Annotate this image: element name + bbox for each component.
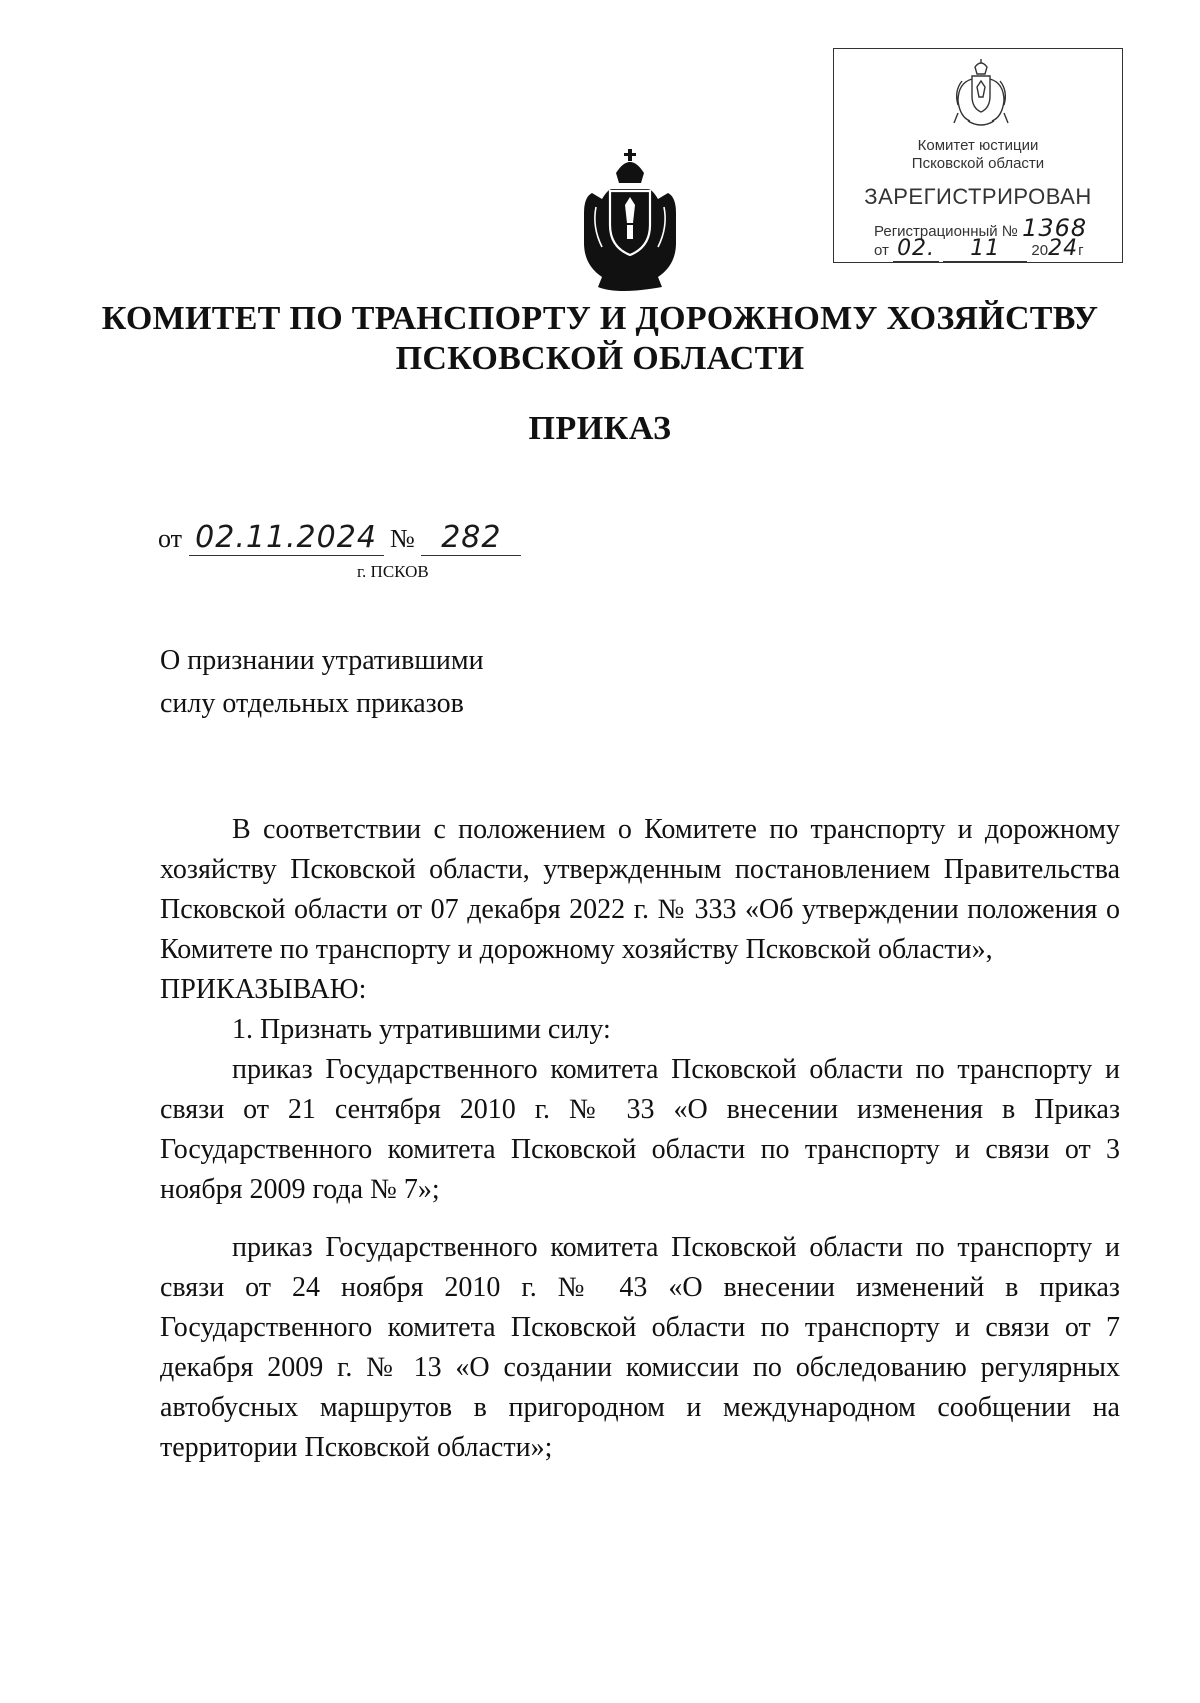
stamp-org-line1: Комитет юстиции: [917, 137, 1039, 154]
item1-order-a: приказ Государственного комитета Псковской области по транспорту и связи от 21 сентября 2010 г. № 33 «О внесении изменения в Приказ Государственного комитета Псковской области по транспорту и связи от 3 ноября 2009 года № 7»;: [160, 1054, 1120, 1205]
order-word: ПРИКАЗЫВАЮ:: [160, 974, 367, 1005]
order-date-prefix: от: [158, 524, 183, 553]
stamp-status: ЗАРЕГИСТРИРОВАН: [864, 184, 1092, 209]
order-city: г. ПСКОВ: [357, 562, 429, 581]
stamp-date-year-suffix: 24: [1048, 236, 1079, 261]
stamp-org-line2: Псковской области: [911, 155, 1045, 172]
order-date-line: [158, 520, 521, 556]
stamp-date-row: [874, 236, 1084, 262]
committee-title-line1: КОМИТЕТ ПО ТРАНСПОРТУ И ДОРОЖНОМУ ХОЗЯЙСТВУ: [101, 300, 1099, 337]
stamp-date-day: 02.: [893, 236, 939, 262]
item1-order-b: приказ Государственного комитета Псковской области по транспорту и связи от 24 ноября 2010 г. № 43 «О внесении изменений в приказ Государственного комитета Псковской области по транспорту и связи от 7 декабря 2009 г. № 13 «О создании комиссии по обследованию регулярных автобусных маршрутов в пригородном и международном сообщении на территории Псковской области»;: [160, 1232, 1120, 1463]
stamp-reg-number-label: Регистрационный №: [874, 223, 1018, 240]
stamp-date-year-prefix: 20: [1031, 242, 1049, 259]
subject-line2: силу отдельных приказов: [160, 688, 464, 719]
coat-of-arms-icon: [570, 145, 690, 295]
item1-title: 1. Признать утратившими силу:: [232, 1014, 611, 1045]
subject-line1: О признании утратившими: [160, 645, 484, 676]
stamp-date-month: 11: [943, 236, 1027, 262]
preamble-paragraph: В соответствии с положением о Комитете по транспорту и дорожному хозяйству Псковской области, утвержденным постановлением Правительства Псковской области от 07 декабря 2022 г. № 333 «Об утверждении положения о Комитете по транспорту и дорожному хозяйству Псковской области»,: [160, 814, 1120, 965]
stamp-date-prefix: от: [874, 242, 889, 259]
stamp-coat-of-arms-icon: [946, 57, 1016, 131]
committee-title-line2: ПСКОВСКОЙ ОБЛАСТИ: [395, 340, 805, 377]
order-number-sign: №: [390, 524, 415, 553]
registration-stamp: [833, 48, 1123, 263]
order-number-value: 282: [421, 520, 521, 556]
document-body: [160, 810, 1120, 1468]
stamp-date-suffix: г: [1078, 242, 1084, 259]
document-type-heading: ПРИКАЗ: [528, 410, 672, 447]
order-date-value: 02.11.2024: [189, 520, 384, 556]
stamp-reg-number-value: 1368: [1022, 214, 1088, 242]
